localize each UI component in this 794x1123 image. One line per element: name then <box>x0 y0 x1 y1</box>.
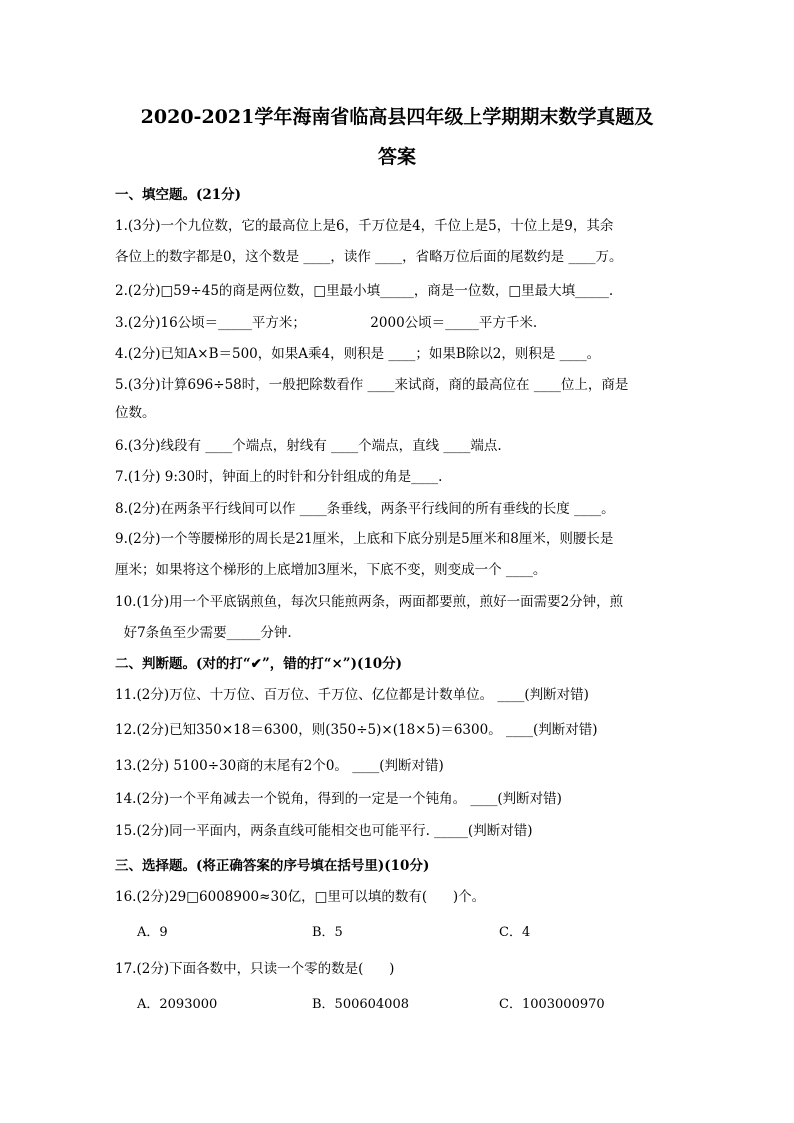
question-8: 8.(2分)在两条平行线间可以作 ____条垂线，两条平行线间的所有垂线的长度 ____。 <box>115 501 615 517</box>
question-5-cont: 位数。 <box>115 405 156 421</box>
question-10: 10.(1分)用一个平底锅煎鱼，每次只能煎两条，两面都要煎，煎好一面需要2分钟，煎 <box>115 594 624 610</box>
q16-option-a: A．9 <box>137 925 168 940</box>
question-1: 1.(3分)一个九位数，它的最高位上是6，千万位是4，千位上是5，十位上是9，其余 <box>115 218 614 234</box>
document-title-continued: 答案 <box>377 146 416 168</box>
question-7: 7.(1分) 9:30时，钟面上的时针和分针组成的角是____. <box>115 469 443 485</box>
section-heading-fill-blank: 一、填空题。(21分) <box>115 187 242 203</box>
question-11: 11.(2分)万位、十万位、百万位、千万位、亿位都是计数单位。 ____(判断对错) <box>115 687 589 703</box>
question-4: 4.(2分)已知A×B＝500，如果A乘4，则积是 ____；如果B除以2，则积是 ____。 <box>115 346 601 362</box>
question-3: 3.(2分)16公顷＝_____平方米； 2000公顷＝_____平方千米. <box>115 315 538 331</box>
question-1-cont: 各位上的数字都是0，这个数是 ____，读作 ____，省略万位后面的尾数约是 ____万。 <box>115 249 623 265</box>
section-heading-true-false: 二、判断题。(对的打“✔”，错的打“×”)(10分) <box>115 656 403 672</box>
question-16: 16.(2分)29□6008900≈30亿，□里可以填的数有( )个。 <box>115 889 486 905</box>
q17-option-c: C．1003000970 <box>499 997 605 1012</box>
question-6: 6.(3分)线段有 ____个端点，射线有 ____个端点，直线 ____端点. <box>115 438 502 454</box>
q16-option-c: C．4 <box>499 925 531 940</box>
question-17: 17.(2分)下面各数中，只读一个零的数是( ) <box>115 961 395 977</box>
question-5: 5.(3分)计算696÷58时，一般把除数看作 ____来试商，商的最高位在 ____位上，商是 <box>115 377 629 393</box>
question-10-cont: 好7条鱼至少需要_____分钟. <box>115 625 292 641</box>
question-12: 12.(2分)已知350×18＝6300，则(350÷5)×(18×5)＝6300。 ____(判断对错) <box>115 722 598 738</box>
question-13: 13.(2分) 5100÷30商的末尾有2个0。 ____(判断对错) <box>115 758 444 774</box>
question-9: 9.(2分)一个等腰梯形的周长是21厘米，上底和下底分别是5厘米和8厘米，则腰长是 <box>115 531 614 547</box>
q16-option-b: B．5 <box>312 925 343 940</box>
question-2: 2.(2分)□59÷45的商是两位数，□里最小填_____，商是一位数，□里最大填_____. <box>115 283 614 299</box>
question-9-cont: 厘米；如果将这个梯形的上底增加3厘米，下底不变，则变成一个 ____。 <box>115 562 547 578</box>
question-14: 14.(2分)一个平角减去一个锐角，得到的一定是一个钝角。 ____(判断对错) <box>115 791 562 807</box>
question-15: 15.(2分)同一平面内，两条直线可能相交也可能平行. _____(判断对错) <box>115 823 533 839</box>
q17-option-b: B．500604008 <box>312 997 409 1012</box>
section-heading-choice: 三、选择题。(将正确答案的序号填在括号里)(10分) <box>115 858 430 874</box>
document-title: 2020-2021学年海南省临高县四年级上学期期末数学真题及 <box>140 106 654 128</box>
q17-option-a: A．2093000 <box>137 997 218 1012</box>
